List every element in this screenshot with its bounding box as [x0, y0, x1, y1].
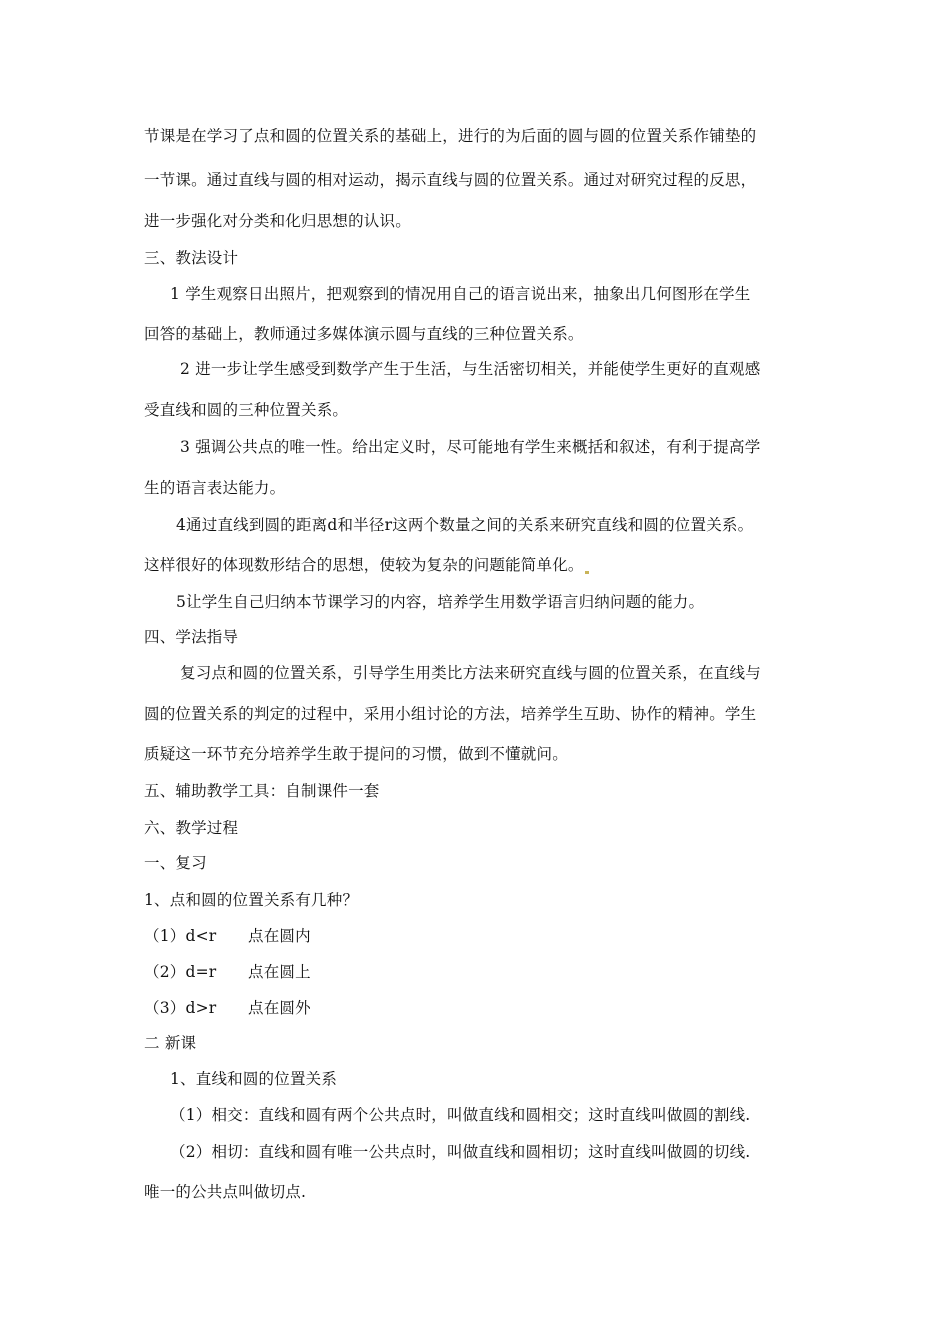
- option-condition: （1）d<r: [144, 927, 217, 945]
- review-option-2: [144, 962, 824, 982]
- method-item-1: 1 学生观察日出照片，把观察到的情况用自己的语言说出来，抽象出几何图形在学生: [170, 285, 751, 303]
- new-item-tangent: （2）相切：直线和圆有唯一公共点时，叫做直线和圆相切；这时直线叫做圆的切线.: [170, 1143, 751, 1161]
- new-item-intersect: （1）相交：直线和圆有两个公共点时，叫做直线和圆相交；这时直线叫做圆的割线.: [170, 1106, 751, 1124]
- study-line-3: 质疑这一环节充分培养学生敢于提问的习惯，做到不懂就问。: [144, 745, 568, 763]
- section-heading-method: 三、教法设计: [144, 249, 239, 267]
- option-condition: （3）d>r: [144, 999, 217, 1017]
- method-item-3-cont: 生的语言表达能力。: [144, 479, 286, 497]
- method-item-2-cont: 受直线和圆的三种位置关系。: [144, 401, 349, 419]
- method-item-4: 4通过直线到圆的距离d和半径r这两个数量之间的关系来研究直线和圆的位置关系。: [176, 516, 754, 534]
- intro-line-1: 节课是在学习了点和圆的位置关系的基础上，进行的为后面的圆与圆的位置关系作铺垫的: [144, 127, 757, 145]
- option-condition: （2）d=r: [144, 963, 217, 981]
- review-option-1: [144, 926, 824, 946]
- section-heading-study: 四、学法指导: [144, 628, 239, 646]
- section-heading-process: 六、教学过程: [144, 819, 239, 837]
- intro-line-2: 一节课。通过直线与圆的相对运动，揭示直线与圆的位置关系。通过对研究过程的反思，: [144, 171, 757, 189]
- new-lesson-topic: 1、直线和圆的位置关系: [170, 1070, 338, 1088]
- new-item-tangent-cont: 唯一的公共点叫做切点.: [144, 1183, 307, 1201]
- review-question: 1、点和圆的位置关系有几种？: [144, 891, 359, 909]
- section-heading-tools: 五、辅助教学工具：自制课件一套: [144, 782, 380, 800]
- review-option-3: [144, 998, 824, 1018]
- method-item-4-cont: [144, 555, 824, 575]
- method-item-5: 5让学生自己归纳本节课学习的内容，培养学生用数学语言归纳问题的能力。: [176, 593, 705, 611]
- subheading-new-lesson: 二 新课: [144, 1034, 197, 1052]
- option-result: 点在圆外: [248, 999, 311, 1017]
- edit-mark: [585, 571, 589, 574]
- option-result: 点在圆内: [248, 927, 311, 945]
- option-result: 点在圆上: [248, 963, 311, 981]
- study-line-2: 圆的位置关系的判定的过程中，采用小组讨论的方法，培养学生互助、协作的精神。学生: [144, 705, 757, 723]
- method-item-3: 3 强调公共点的唯一性。给出定义时，尽可能地有学生来概括和叙述，有利于提高学: [180, 438, 761, 456]
- method-item-2: 2 进一步让学生感受到数学产生于生活，与生活密切相关，并能使学生更好的直观感: [180, 360, 761, 378]
- study-line-1: 复习点和圆的位置关系，引导学生用类比方法来研究直线与圆的位置关系，在直线与: [180, 664, 761, 682]
- method-item-1-cont: 回答的基础上，教师通过多媒体演示圆与直线的三种位置关系。: [144, 325, 584, 343]
- subheading-review: 一、复习: [144, 854, 207, 872]
- intro-line-3: 进一步强化对分类和化归思想的认识。: [144, 212, 411, 230]
- method-item-4-cont-text: 这样很好的体现数形结合的思想，使较为复杂的问题能简单化。: [144, 556, 584, 574]
